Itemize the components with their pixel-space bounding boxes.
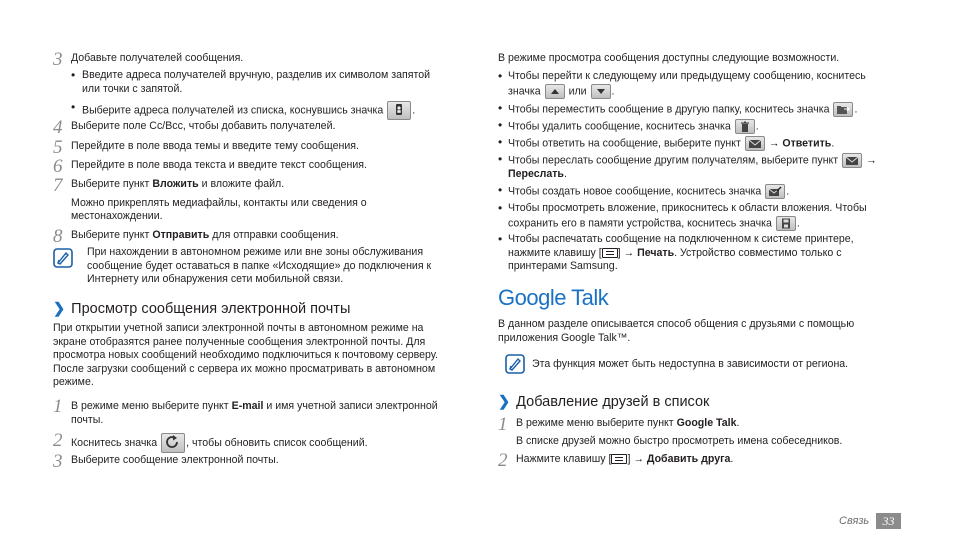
- step-number: 3: [53, 49, 63, 70]
- save-icon: [776, 216, 796, 231]
- step-8: 8 Выберите пункт Отправить для отправки сообщения.: [53, 226, 339, 247]
- email-step-2: 2 Коснитесь значка , чтобы обновить список сообщений.: [53, 430, 368, 451]
- step-number: 4: [53, 117, 63, 138]
- option-reply: • Чтобы ответить на сообщение, выберите пункт → Ответить.: [498, 135, 835, 150]
- step-number: 2: [53, 430, 63, 451]
- note-text: При нахождении в автономном режиме или вне зоны обслуживания сообщение будет оставаться в папке «Исходящие» до подключения к Интернету или обнаружения сети мобильной связи.: [87, 246, 432, 285]
- step-text: Выберите сообщение электронной почты.: [71, 454, 279, 466]
- section-title-email-view: ❯ Просмотр сообщения электронной почты: [53, 301, 351, 317]
- step-text: Перейдите в поле ввода темы и введите тему сообщения.: [71, 140, 359, 152]
- google-talk-option: Google Talk: [676, 417, 737, 429]
- step-number: 5: [53, 137, 63, 158]
- refresh-icon: [161, 433, 185, 453]
- print-option: Печать: [637, 246, 675, 259]
- arrow-down-icon: [591, 84, 611, 99]
- google-talk-intro: В данном разделе описывается способ общения с друзьями с помощью приложения Google Talk™.: [498, 318, 855, 344]
- note-icon: [53, 248, 73, 268]
- bullet-contact-list: • Выберите адреса получателей из списка, коснувшись значка .: [71, 101, 446, 120]
- email-view-paragraph: При открытии учетной записи электронной почты в автономном режиме на экране отобразятся ранее полученные сообщения электронной почты. Для просмотра новых сообщений необходимо подключиться к почтовому серверу. После загрузки сообщений с сервера их можно просматривать в автономном режиме.: [53, 322, 438, 388]
- friend-step-2: 2 Нажмите клавишу [ ] → Добавить друга.: [498, 450, 734, 471]
- friend-step-1: 1 В режиме меню выберите пункт Google Talk. В списке друзей можно быстро просмотреть имена собеседников.: [498, 416, 898, 448]
- step-number: 8: [53, 226, 63, 247]
- option-forward: • Чтобы переслать сообщение другим получателям, выберите пункт → Переслать.: [498, 152, 877, 180]
- step-number: 1: [53, 396, 63, 417]
- option-compose: • Чтобы создать новое сообщение, коснитесь значка .: [498, 183, 790, 198]
- step-number: 6: [53, 156, 63, 177]
- contacts-icon: [387, 101, 411, 120]
- section-title-add-friends: ❯ Добавление друзей в список: [498, 394, 710, 410]
- compose-mail-icon: [765, 184, 785, 199]
- step-number: 3: [53, 451, 63, 472]
- email-step-1: 1 В режиме меню выберите пункт E-mail и имя учетной записи электронной почты.: [53, 396, 438, 426]
- bullet-text: Выберите адреса получателей из списка, коснувшись значка: [82, 104, 384, 117]
- menu-key-icon: [602, 248, 618, 258]
- email-option: E-mail: [231, 400, 264, 412]
- bullet-text: Введите адреса получателей вручную, разделив их символом запятой или точки с запятой.: [82, 69, 431, 95]
- option-print: • Чтобы распечатать сообщение на подключенном к системе принтере, нажмите клавишу [ ] → Печать. Устройство совместимо только с принтерами Samsung.: [498, 232, 854, 272]
- page-number: 33: [876, 513, 901, 529]
- view-options-intro: В режиме просмотра сообщения доступны следующие возможности.: [498, 52, 840, 64]
- attach-option: Вложить: [152, 178, 199, 190]
- reply-option: Ответить: [782, 137, 832, 150]
- add-friend-option: Добавить друга: [646, 453, 731, 465]
- step-7: 7 Выберите пункт Вложить и вложите файл. Можно прикреплять медиафайлы, контакты или сведения о местонахождении.: [53, 177, 443, 224]
- forward-mail-icon: [842, 153, 862, 168]
- reply-mail-icon: [745, 136, 765, 151]
- option-delete: • Чтобы удалить сообщение, коснитесь значка .: [498, 118, 759, 133]
- step-4: [53, 117, 453, 138]
- chevron-right-icon: ❯: [53, 301, 66, 317]
- step-text: Добавьте получателей сообщения.: [71, 52, 244, 64]
- step-extra-text: В списке друзей можно быстро просмотреть имена собеседников.: [516, 434, 843, 447]
- option-attachment: • Чтобы просмотреть вложение, прикоснитесь к области вложения. Чтобы сохранить его в памяти устройства, коснитесь значка .: [498, 201, 867, 229]
- arrow-up-icon: [545, 84, 565, 99]
- note-region: [498, 352, 898, 372]
- step-number: 7: [53, 175, 63, 196]
- step-6: [53, 156, 453, 177]
- note-offline: [53, 246, 448, 287]
- step-5: [53, 137, 453, 158]
- step-3: [53, 49, 453, 70]
- note-icon: [505, 354, 525, 374]
- step-text: Выберите поле Cc/Bcc, чтобы добавить получателей.: [71, 120, 336, 132]
- step-text: Перейдите в поле ввода текста и введите текст сообщения.: [71, 159, 367, 171]
- step-number: 2: [498, 450, 508, 471]
- forward-option: Переслать: [508, 168, 564, 180]
- footer-section-name: Связь: [839, 515, 870, 527]
- chevron-right-icon: ❯: [498, 394, 511, 410]
- email-step-3: [53, 451, 453, 472]
- step-number: 1: [498, 414, 508, 435]
- option-navigate: • Чтобы перейти к следующему или предыдущему сообщению, коснитесь значка или .: [498, 69, 866, 97]
- note-text: Эта функция может быть недоступна в зависимости от региона.: [532, 358, 849, 370]
- step-extra-text: Можно прикреплять медиафайлы, контакты или сведения о местонахождении.: [71, 196, 367, 222]
- google-talk-heading: Google Talk: [498, 285, 609, 310]
- send-option: Отправить: [152, 229, 210, 241]
- trash-icon: [735, 119, 755, 134]
- move-folder-icon: [833, 102, 853, 117]
- menu-key-icon: [611, 454, 627, 464]
- option-move: • Чтобы переместить сообщение в другую папку, коснитесь значка .: [498, 101, 858, 116]
- bullet-manual-entry: • Введите адреса получателей вручную, разделив их символом запятой или точки с запятой.: [71, 69, 446, 96]
